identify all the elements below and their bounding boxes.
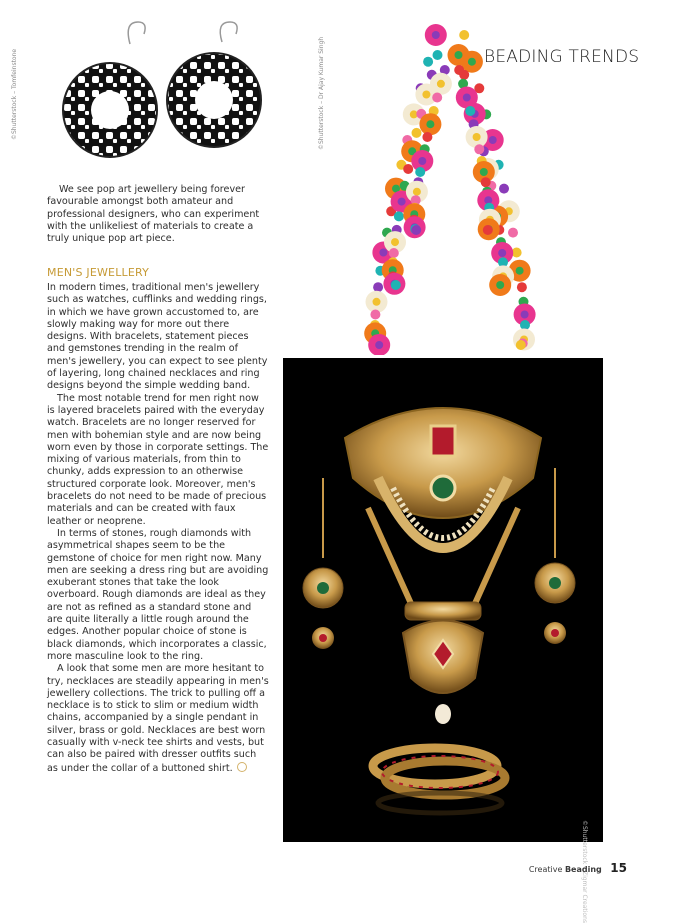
bead [411, 225, 421, 235]
bead [474, 144, 484, 154]
bead [423, 57, 433, 67]
bead-center [521, 311, 529, 319]
magazine-name-part2: Beading [564, 865, 602, 874]
bead [422, 132, 432, 142]
pop-art-earrings-image [62, 18, 272, 168]
bead [391, 280, 401, 290]
body-paragraph: The most notable trend for men right now is layered bracelets paired with the everyday watch. Bracelets are no longer reserved for men with bohemian style and are now being worn even by those in corporate settings. The mixing of various materials, from thin to chunky, adds expression to an otherwise structured corporate look. Moreover, men's bracelets do not need to be made of precious materials and can be created with faux leather or neoprene. [47, 392, 269, 527]
bead [454, 65, 464, 75]
section-title: BEADING TRENDS [484, 47, 640, 67]
bead-center [437, 80, 445, 88]
bead-center [473, 133, 481, 141]
end-of-article-icon [237, 762, 247, 772]
bead [370, 310, 380, 320]
bead-center [480, 168, 488, 176]
bead-center [398, 198, 406, 206]
bead-center [489, 136, 497, 144]
body-paragraph-last [47, 663, 269, 775]
bead [517, 282, 527, 292]
bead-center [498, 249, 506, 257]
magazine-name-part1: Creative [528, 865, 563, 874]
bead [412, 128, 422, 138]
bead [432, 93, 442, 103]
bead-center [516, 267, 524, 275]
bead [481, 177, 491, 187]
photo-credit-bridal: ©Shutterstock – Zigmar Creations [581, 820, 588, 923]
bead [415, 167, 425, 177]
bead [389, 248, 399, 258]
bead-center [375, 341, 383, 349]
bead [465, 106, 475, 116]
bead [394, 211, 404, 221]
mens-jewellery-body [47, 282, 269, 775]
bridal-jewellery-image [283, 358, 603, 842]
bead [373, 282, 383, 292]
body-paragraph: In modern times, traditional men's jewellery such as watches, cufflinks and wedding rings, in which we have grown accustomed to, are slowly making way for more out there designs. With bracelets, statement pieces and gemstones trending in the realm of men's jewellery, you can expect to see plenty of layering, long chained necklaces and ring designs beyond the simple wedding band. [47, 282, 268, 392]
intro-text [47, 184, 269, 245]
bead-center [496, 281, 504, 289]
bead-center [455, 51, 463, 59]
bead [516, 340, 526, 350]
mens-jewellery-heading: MEN'S JEWELLERY [47, 266, 150, 279]
bead-center [463, 94, 471, 102]
bead-center [426, 120, 434, 128]
bead-center [468, 58, 476, 66]
page-number: 15 [610, 861, 627, 875]
body-paragraph: In terms of stones, rough diamonds with asymmetrical shapes seem to be the gemstone of choice for men right now. Many men are seeking a dress ring but are avoiding exuberant stones that take the look overboard. Rough diamonds are ideal as they are not as refined as a standard stone and are quite literally a little rough around the edges. Another popular choice of stone is black diamonds, which incorporates a classic, more masculine look to the ring. [47, 527, 269, 662]
bead-center [432, 31, 440, 39]
page-footer [529, 861, 627, 875]
bead [433, 50, 443, 60]
bead-center [373, 298, 381, 306]
bead-center [422, 91, 430, 99]
bead [483, 225, 493, 235]
bead-center [418, 157, 426, 165]
bead-center [391, 238, 399, 246]
body-paragraph-text: A look that some men are more hesitant to try, necklaces are steadily appearing in men's jewellery collections. The trick to pulling off a necklace is to stick to slim or medium width chains, accompanied by a single pendant in silver, brass or gold. Necklaces are best worn casually with v-neck tee shirts and vests, but can also be paired with dresser outfits such as under the collar of a buttoned shirt. [47, 663, 269, 774]
bead-center [379, 249, 387, 257]
bead [403, 164, 413, 174]
photo-credit-earrings: ©Shutterstock – Tomfeinstone [11, 48, 18, 140]
photo-credit-necklace: ©Shutterstock – Dr Ajay Kumar Singh [318, 36, 325, 150]
bead [508, 228, 518, 238]
intro-paragraph: We see pop art jewellery being forever favourable amongst both amateur and professional designers, who can experiment with the unlikeliest of materials to create a truly unique pop art piece. [47, 184, 260, 245]
bead [499, 184, 509, 194]
beaded-necklace-image [330, 15, 570, 355]
bead-center [413, 188, 421, 196]
bead [459, 30, 469, 40]
